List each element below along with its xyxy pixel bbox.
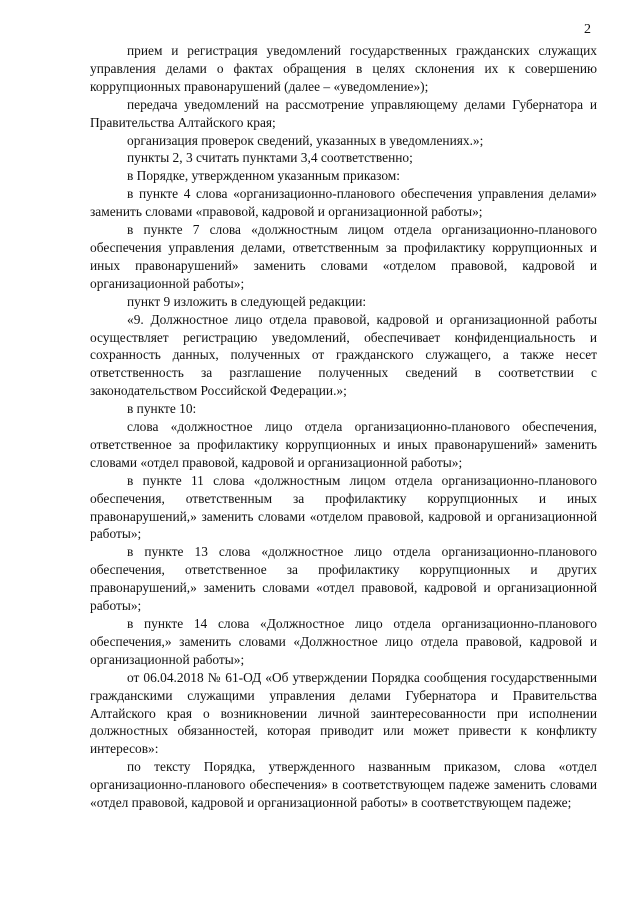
paragraph: пункты 2, 3 считать пунктами 3,4 соответственно; (127, 150, 413, 166)
paragraph: по тексту Порядка, утвержденного названным приказом, слова «отдел организационно-планового обеспечения» в соответствующем падеже заменить словами «отдел правовой, кадровой и организационной работы» в соответствующем падеже; (90, 759, 597, 811)
paragraph: в пункте 10: (127, 401, 197, 417)
paragraph: организация проверок сведений, указанных в уведомлениях.»; (127, 132, 484, 148)
paragraph: пункт 9 изложить в следующей редакции: (127, 293, 367, 309)
page-number: 2 (584, 22, 591, 37)
paragraph: от 06.04.2018 № 61-ОД «Об утверждении Порядка сообщения государственными гражданскими служащими управления делами Губернатора и Правительства Алтайского края о возникновении личной заинтересованности при исполнении должностных обязанностей, которая приводит или может привести к конфликту интересов»: (90, 669, 597, 757)
paragraph: прием и регистрация уведомлений государственных гражданских служащих управления делами о фактах обращения в целях склонения их к совершению коррупционных правонарушений (далее – «уведомление»); (90, 43, 597, 94)
paragraph: в пункте 13 слова «должностное лицо отдела организационно-планового обеспечения, ответственное за профилактику коррупционных и других правонарушений,» заменить словами «отдел правовой, кадровой и организационной работы»; (90, 544, 597, 614)
paragraph: в пункте 14 слова «Должностное лицо отдела организационно-планового обеспечения,» заменить словами «Должностное лицо отдела правовой, кадровой и организационной работы»; (90, 616, 597, 667)
paragraph: слова «должностное лицо отдела организационно-планового обеспечения, ответственное за профилактику коррупционных и иных правонарушений» заменить словами «отдел правовой, кадровой и организационной работы»; (90, 419, 597, 470)
paragraph: в пункте 4 слова «организационно-планового обеспечения управления делами» заменить словами «правовой, кадровой и организационной работы»; (90, 186, 597, 220)
paragraph: в пункте 11 слова «должностным лицом отдела организационно-планового обеспечения, ответственным за профилактику коррупционных и иных правонарушений,» заменить словами «отделом правовой, кадровой и организационной работы»; (90, 472, 597, 542)
paragraph: в пункте 7 слова «должностным лицом отдела организационно-планового обеспечения управления делами, ответственным за профилактику коррупционных и иных правонарушений» заменить словами «отделом правовой, кадровой и организационной работы»; (90, 222, 597, 291)
paragraph: передача уведомлений на рассмотрение управляющему делами Губернатора и Правительства Алтайского края; (90, 96, 597, 130)
paragraph: «9. Должностное лицо отдела правовой, кадровой и организационной работы осуществляет регистрацию уведомлений, обеспечивает конфиденциальность и сохранность данных, полученных от гражданского служащего, а также несет ответственность за разглашение полученных сведений в соответствии с законодательством Российской Федерации.»; (90, 311, 597, 399)
paragraph: в Порядке, утвержденном указанным приказом: (127, 168, 400, 184)
document-body (90, 42, 597, 812)
